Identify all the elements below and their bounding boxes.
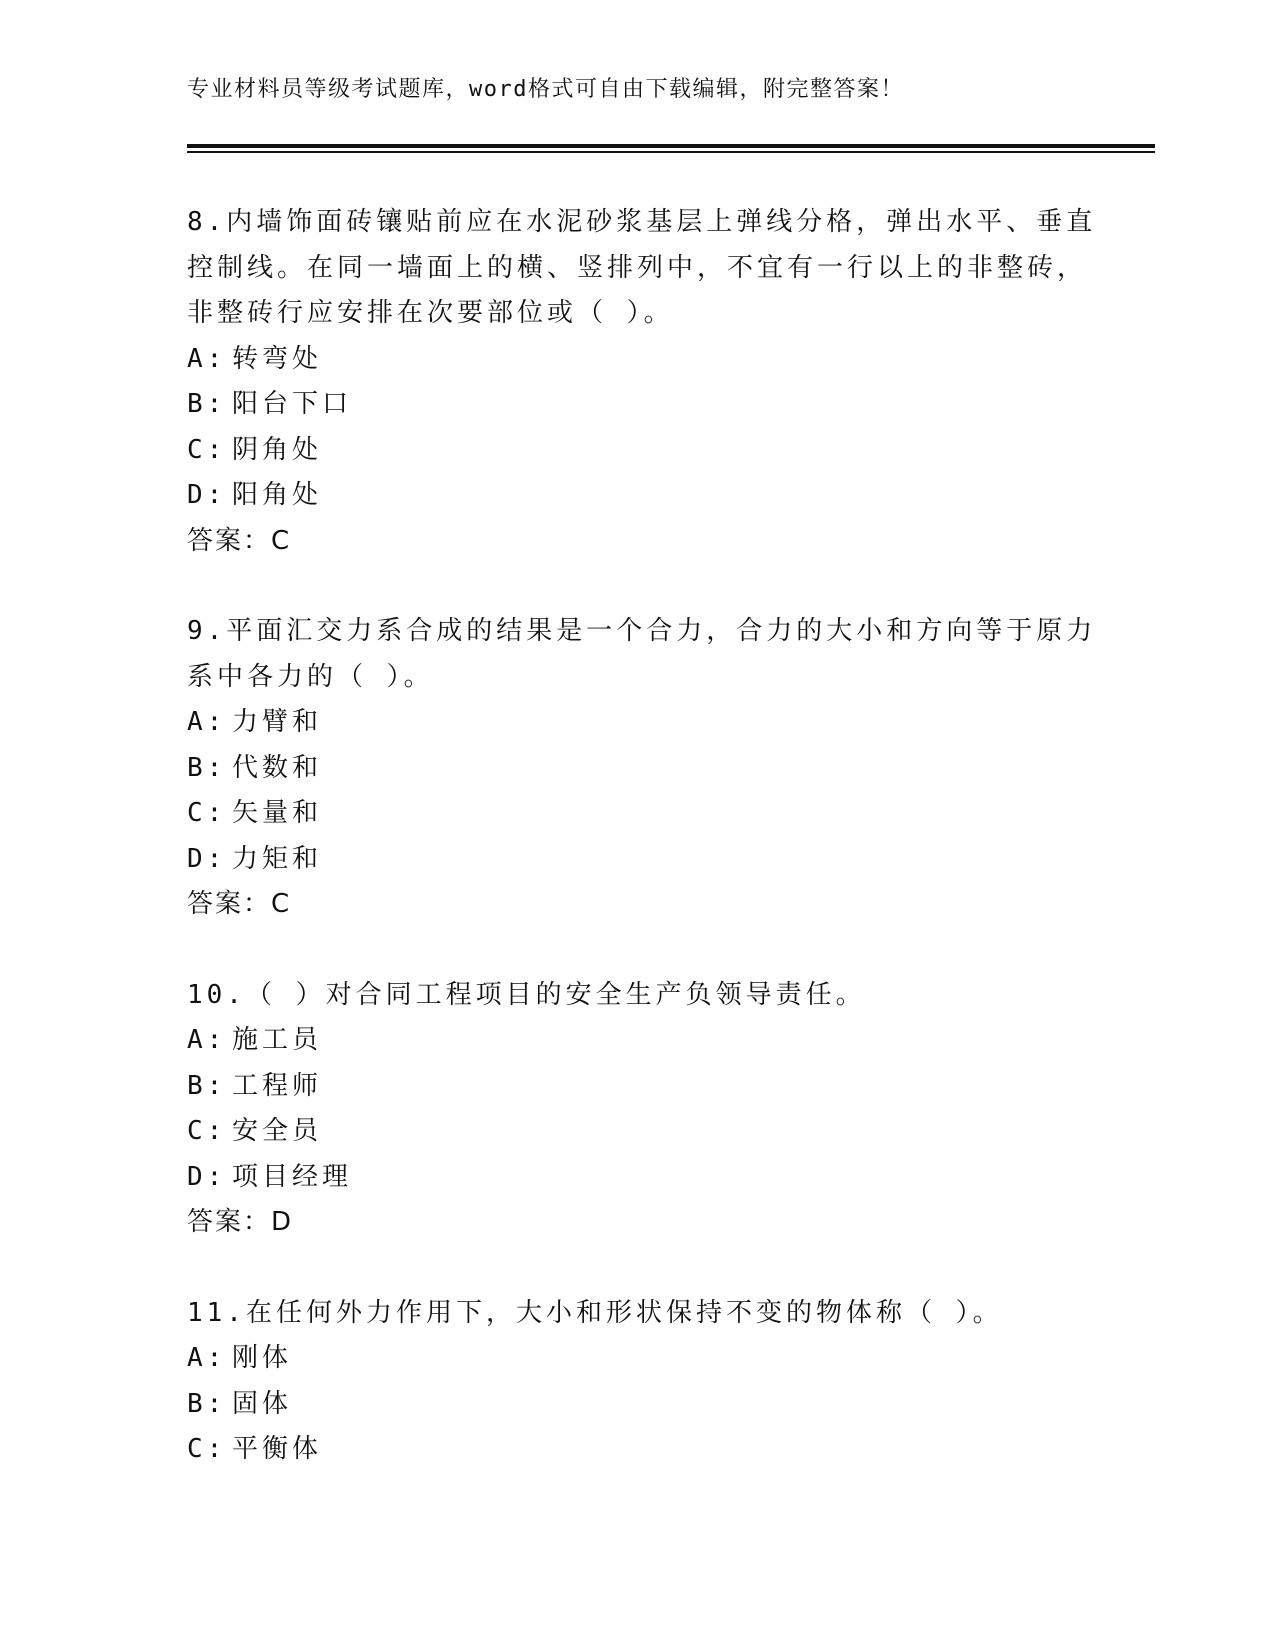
option-text: 代数和	[232, 752, 323, 783]
option-text: 力矩和	[232, 843, 323, 874]
option-text: 阴角处	[232, 434, 323, 465]
option-c	[187, 428, 1107, 474]
option-text: 安全员	[232, 1116, 323, 1146]
option-text: 阳台下口	[232, 389, 353, 419]
option-key: C:	[187, 798, 227, 828]
option-text: 矢量和	[232, 798, 323, 828]
question-text-line: 控制线。在同一墙面上的横、竖排列中，不宜有一行以上的非整砖，	[187, 252, 1088, 283]
option-text: 项目经理	[232, 1161, 353, 1192]
option-c	[187, 1427, 1107, 1473]
option-key: D:	[187, 1161, 227, 1192]
option-b	[187, 382, 1107, 428]
question-9	[187, 609, 1107, 928]
option-key: A:	[187, 343, 227, 374]
option-text: 工程师	[232, 1070, 323, 1101]
option-key: B:	[187, 1388, 227, 1419]
option-text: 固体	[232, 1388, 293, 1419]
answer: 答案：D	[187, 1207, 294, 1237]
option-c	[187, 1109, 1107, 1155]
option-b	[187, 1064, 1107, 1110]
option-a	[187, 700, 1107, 746]
header-rule-thin	[187, 151, 1155, 153]
option-key: C:	[187, 434, 227, 465]
question-8	[187, 200, 1107, 564]
option-text: 施工员	[232, 1025, 323, 1055]
document-header: 专业材料员等级考试题库，word格式可自由下载编辑，附完整答案！	[187, 77, 904, 102]
option-key: A:	[187, 1343, 227, 1373]
option-key: C:	[187, 1116, 227, 1146]
option-text: 阳角处	[232, 480, 323, 510]
option-key: B:	[187, 389, 227, 419]
option-d	[187, 837, 1107, 883]
header-rule-thick	[187, 144, 1155, 148]
option-a	[187, 1018, 1107, 1064]
option-key: D:	[187, 843, 227, 874]
option-key: A:	[187, 707, 227, 737]
answer: 答案：C	[187, 889, 292, 919]
answer: 答案：C	[187, 525, 292, 556]
option-a	[187, 1336, 1107, 1382]
question-text-line: 10.（ ）对合同工程项目的安全生产负领导责任。	[187, 979, 866, 1010]
option-a	[187, 337, 1107, 383]
option-d	[187, 473, 1107, 519]
question-text-line: 系中各力的（ ）。	[187, 661, 434, 692]
question-text-line: 非整砖行应安排在次要部位或（ ）。	[187, 298, 674, 328]
question-text-line: 9.平面汇交力系合成的结果是一个合力，合力的大小和方向等于原力	[187, 616, 1097, 646]
question-list	[187, 200, 1107, 1518]
option-key: B:	[187, 752, 227, 783]
question-11	[187, 1291, 1107, 1473]
option-text: 转弯处	[232, 343, 323, 374]
option-key: A:	[187, 1025, 227, 1055]
option-d	[187, 1155, 1107, 1201]
option-text: 刚体	[232, 1343, 293, 1373]
question-text-line: 8.内墙饰面砖镶贴前应在水泥砂浆基层上弹线分格，弹出水平、垂直	[187, 207, 1097, 237]
option-b	[187, 746, 1107, 792]
option-text: 平衡体	[232, 1434, 323, 1464]
option-key: C:	[187, 1434, 227, 1464]
question-text-line: 11.在任何外力作用下，大小和形状保持不变的物体称（ ）。	[187, 1297, 1003, 1328]
option-key: D:	[187, 480, 227, 510]
question-10	[187, 973, 1107, 1246]
option-c	[187, 791, 1107, 837]
option-b	[187, 1382, 1107, 1428]
option-key: B:	[187, 1070, 227, 1101]
option-text: 力臂和	[232, 707, 323, 737]
